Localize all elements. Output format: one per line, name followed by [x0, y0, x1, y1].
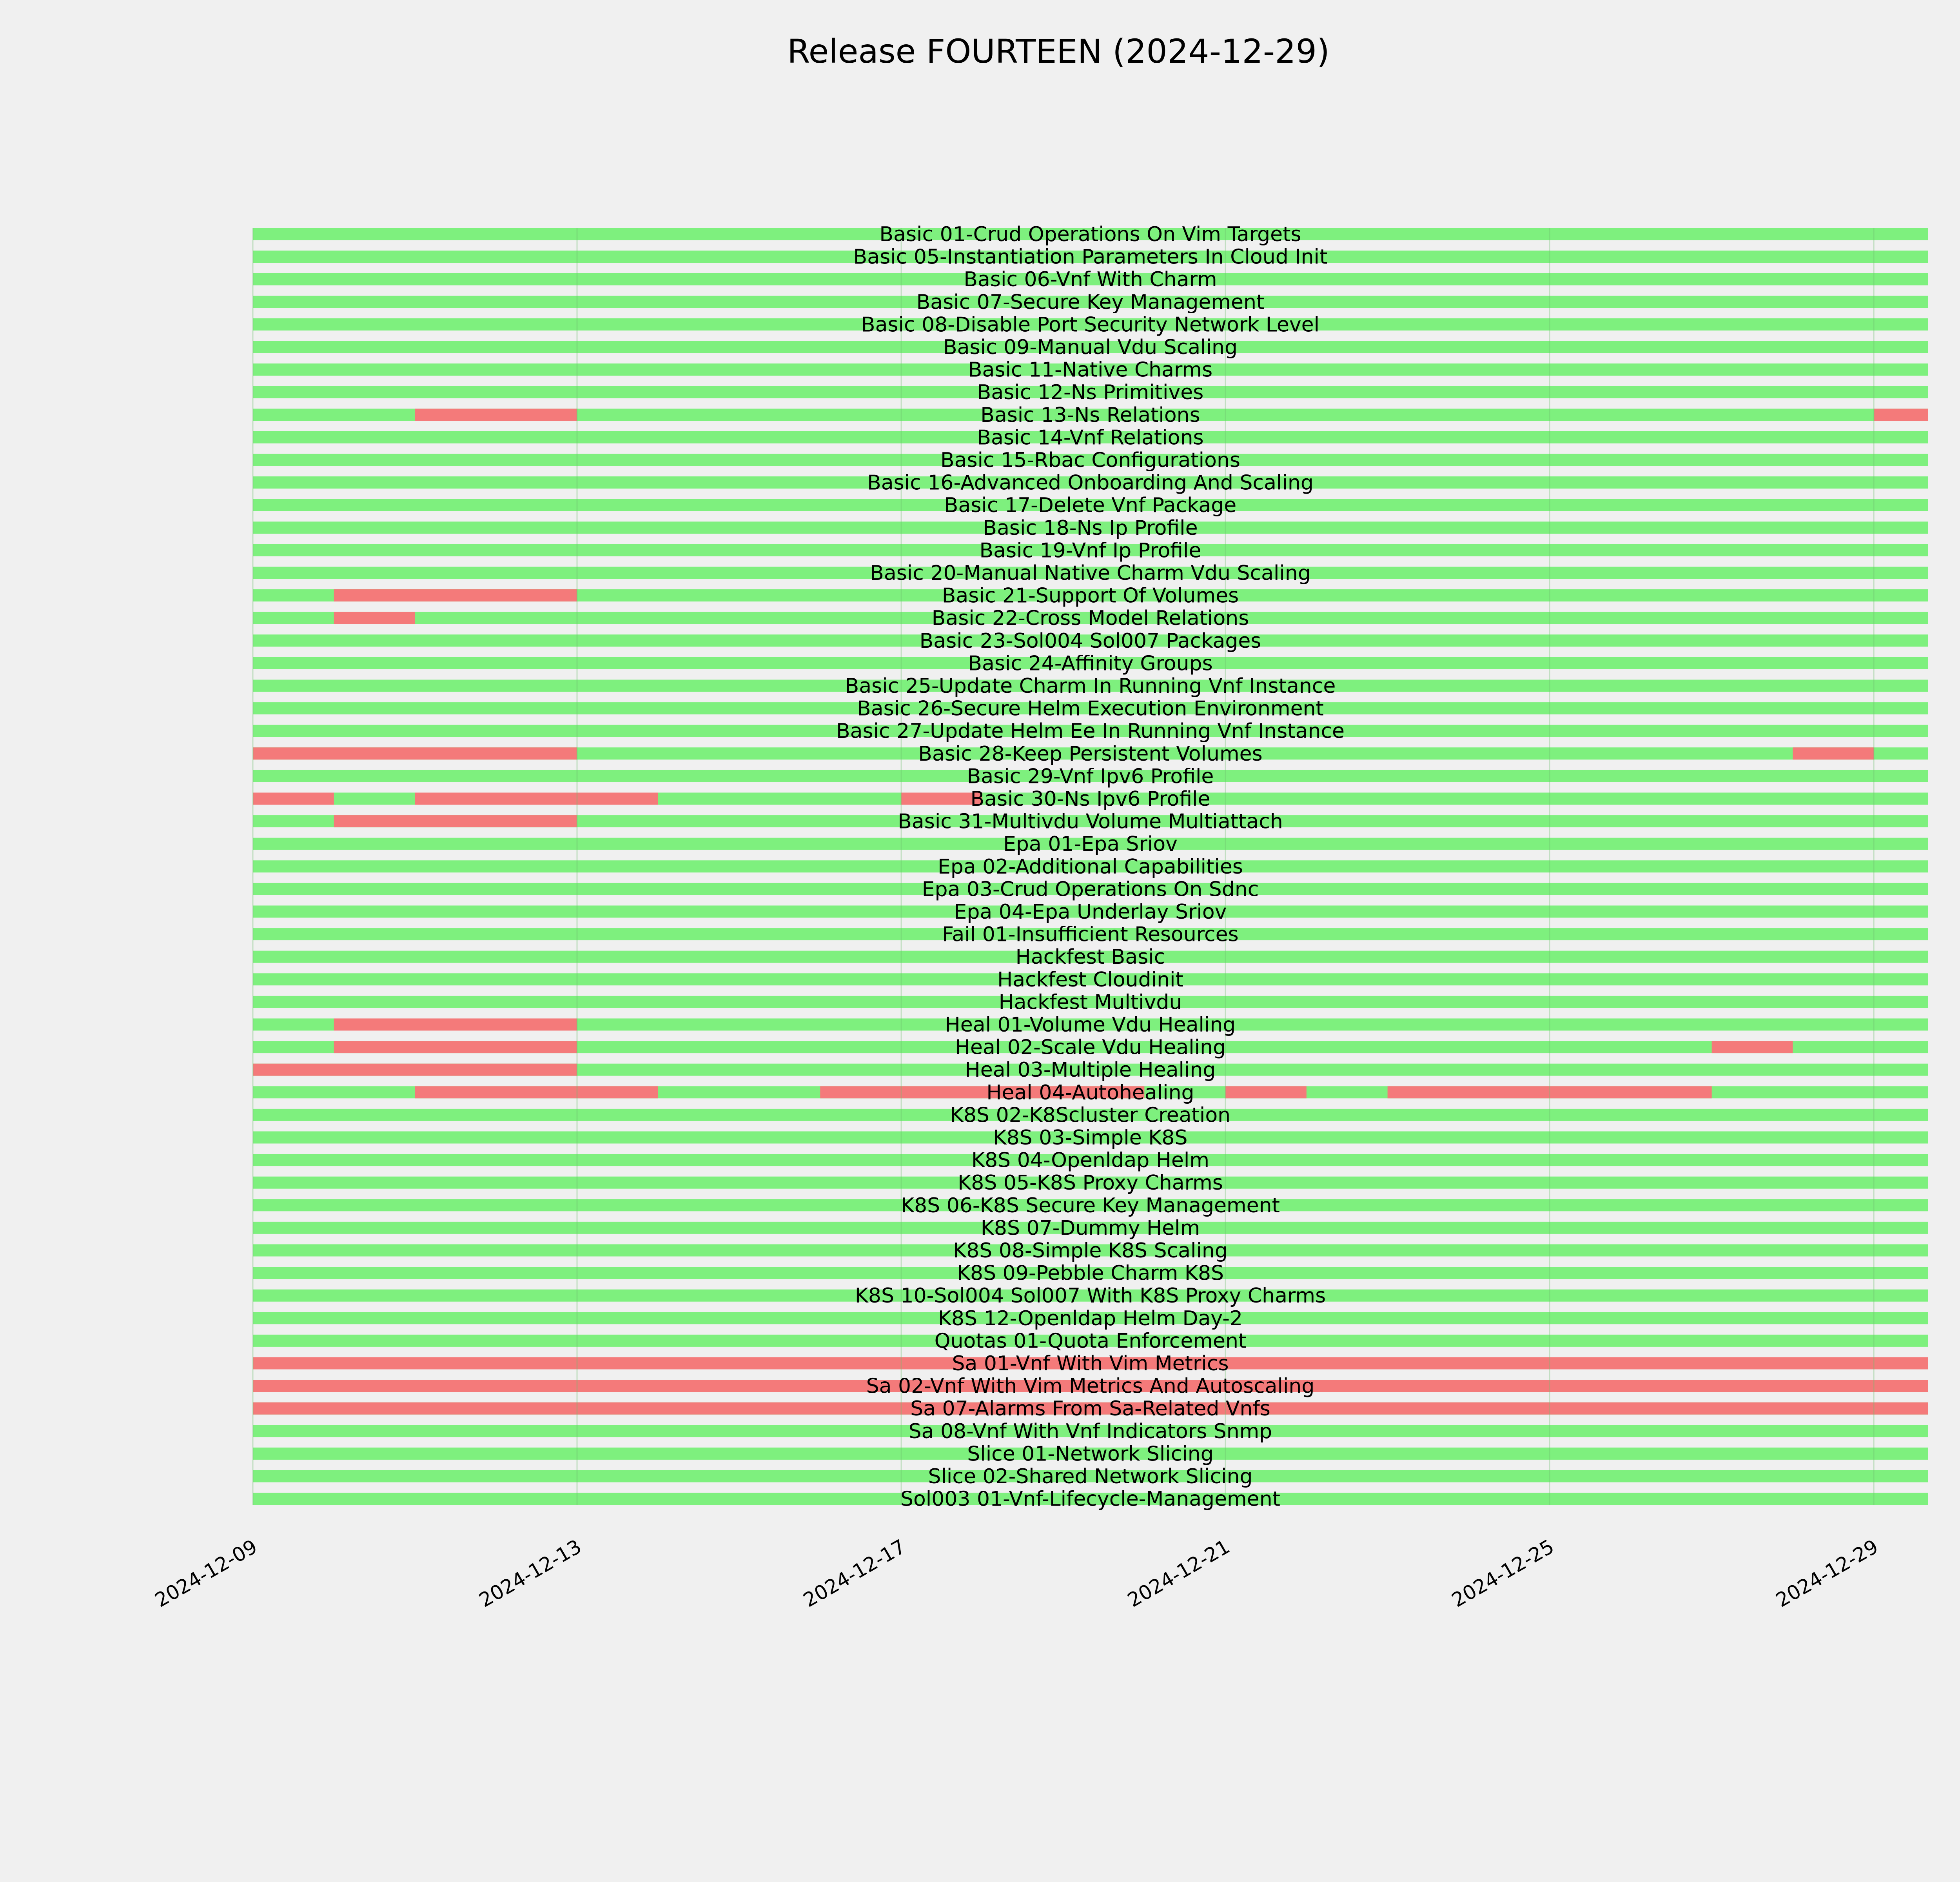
row-label: Hackfest Basic [1015, 945, 1165, 969]
fail-bar [334, 815, 577, 827]
row-label: Basic 30-Ns Ipv6 Profile [970, 787, 1210, 811]
fail-bar [1793, 747, 1874, 759]
row-label: Slice 01-Network Slicing [967, 1442, 1214, 1466]
row-label: Basic 24-Affinity Groups [968, 652, 1213, 676]
row-label: Epa 02-Additional Capabilities [938, 855, 1243, 879]
fail-bar [415, 409, 577, 421]
x-tick-label: 2024-12-29 [1772, 1535, 1882, 1612]
row-label: Basic 17-Delete Vnf Package [944, 494, 1237, 518]
fail-bar [1712, 1041, 1793, 1053]
row-label: Heal 04-Autohealing [986, 1081, 1194, 1104]
fail-bar [1874, 409, 1928, 421]
x-tick-label: 2024-12-17 [799, 1535, 910, 1612]
row-label: Basic 22-Cross Model Relations [931, 607, 1249, 630]
row-label: Sa 02-Vnf With Vim Metrics And Autoscaling [866, 1374, 1315, 1398]
row-label: Epa 03-Crud Operations On Sdnc [922, 877, 1259, 901]
row-label: Basic 29-Vnf Ipv6 Profile [967, 765, 1214, 788]
row-label: Basic 11-Native Charms [968, 358, 1213, 382]
chart-title: Release FOURTEEN (2024-12-29) [787, 32, 1330, 71]
row-label: Basic 08-Disable Port Security Network Level [861, 313, 1320, 337]
row-label: Sol003 01-Vnf-Lifecycle-Management [900, 1487, 1281, 1511]
fail-bar [415, 1086, 658, 1098]
row-label: K8S 09-Pebble Charm K8S [956, 1261, 1224, 1285]
fail-bar [253, 747, 577, 759]
row-label: Heal 02-Scale Vdu Healing [955, 1035, 1226, 1059]
row-label: Basic 18-Ns Ip Profile [983, 516, 1198, 540]
row-label: Basic 15-Rbac Configurations [940, 449, 1240, 472]
row-label: Epa 01-Epa Sriov [1003, 832, 1178, 856]
row-label: K8S 06-K8S Secure Key Management [900, 1194, 1280, 1217]
fail-bar [415, 793, 658, 805]
row-label: K8S 07-Dummy Helm [980, 1216, 1200, 1240]
row-label: Sa 08-Vnf With Vnf Indicators Snmp [908, 1419, 1272, 1443]
row-label: Basic 28-Keep Persistent Volumes [918, 742, 1263, 766]
fail-bar [253, 793, 334, 805]
row-label: Basic 27-Update Helm Ee In Running Vnf Instance [836, 719, 1345, 743]
row-label: Basic 06-Vnf With Charm [964, 268, 1217, 292]
row-label: Basic 20-Manual Native Charm Vdu Scaling [870, 561, 1311, 585]
fail-bar [334, 1041, 577, 1053]
row-label: Slice 02-Shared Network Slicing [928, 1465, 1253, 1488]
row-label: Basic 12-Ns Primitives [977, 381, 1204, 405]
x-tick-label: 2024-12-25 [1448, 1535, 1558, 1612]
x-axis-tick-labels [151, 1535, 1882, 1612]
row-label: Fail 01-Insufficient Resources [942, 923, 1239, 946]
row-label: Heal 01-Volume Vdu Healing [945, 1013, 1236, 1037]
row-label: K8S 08-Simple K8S Scaling [953, 1239, 1228, 1263]
x-tick-label: 2024-12-13 [475, 1535, 586, 1612]
row-label: Hackfest Cloudinit [997, 968, 1183, 992]
row-label: Basic 01-Crud Operations On Vim Targets [879, 223, 1301, 246]
row-label: K8S 02-K8Scluster Creation [950, 1103, 1231, 1127]
fail-bar [1225, 1086, 1307, 1098]
x-tick-label: 2024-12-21 [1123, 1535, 1234, 1612]
row-label: Sa 07-Alarms From Sa-Related Vnfs [910, 1397, 1270, 1421]
row-label: K8S 12-Openldap Helm Day-2 [938, 1306, 1243, 1330]
fail-bar [253, 1064, 577, 1076]
row-label: Heal 03-Multiple Healing [965, 1058, 1216, 1082]
row-label: K8S 03-Simple K8S [993, 1126, 1188, 1150]
row-label: Basic 31-Multivdu Volume Multiattach [898, 810, 1283, 834]
row-label: Hackfest Multivdu [998, 990, 1182, 1014]
fail-bar [334, 612, 415, 624]
row-label: Basic 21-Support Of Volumes [942, 584, 1239, 608]
row-label: Basic 16-Advanced Onboarding And Scaling [867, 471, 1314, 495]
row-label: K8S 04-Openldap Helm [971, 1148, 1210, 1172]
row-label: Basic 26-Secure Helm Execution Environment [857, 697, 1324, 721]
row-label: K8S 10-Sol004 Sol007 With K8S Proxy Charms [855, 1284, 1326, 1308]
row-label: Basic 09-Manual Vdu Scaling [943, 336, 1238, 359]
x-tick-label: 2024-12-09 [151, 1535, 261, 1612]
row-label: Basic 13-Ns Relations [980, 403, 1200, 427]
row-label: Quotas 01-Quota Enforcement [934, 1329, 1247, 1353]
row-label: Basic 05-Instantiation Parameters In Cloud Init [853, 245, 1328, 269]
fail-bar [334, 1019, 577, 1031]
row-label: Sa 01-Vnf With Vim Metrics [952, 1352, 1229, 1375]
row-label: Basic 19-Vnf Ip Profile [979, 539, 1201, 563]
row-label: Basic 23-Sol004 Sol007 Packages [919, 629, 1261, 653]
row-label: Basic 25-Update Charm In Running Vnf Instance [845, 674, 1336, 698]
row-label: Basic 14-Vnf Relations [977, 426, 1204, 450]
row-label: K8S 05-K8S Proxy Charms [958, 1171, 1223, 1195]
row-label: Basic 07-Secure Key Management [916, 290, 1265, 314]
row-label: Epa 04-Epa Underlay Sriov [954, 900, 1227, 924]
fail-bar [334, 589, 577, 601]
